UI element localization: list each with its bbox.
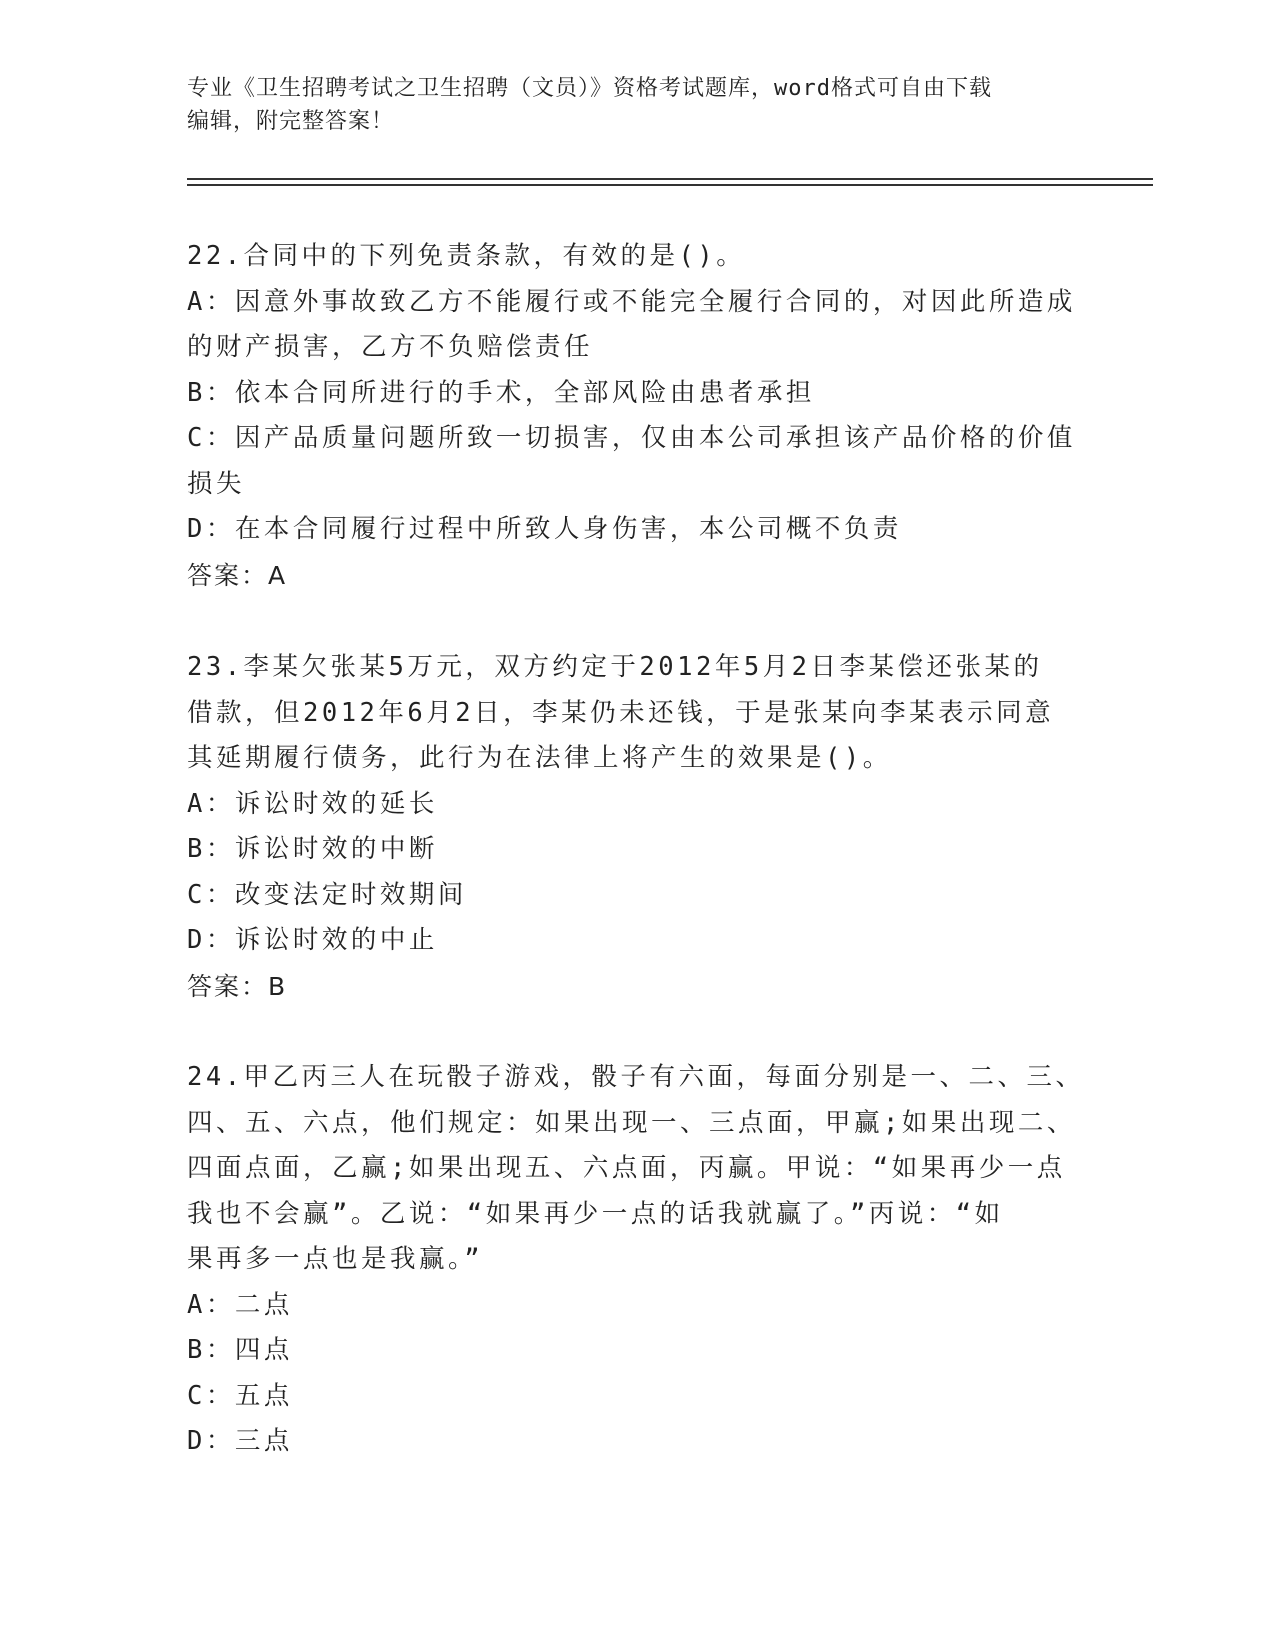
header-line: 编辑，附完整答案！ — [187, 109, 395, 134]
answer-line: 答案：B — [187, 971, 288, 1001]
option-d: D：诉讼时效的中止 — [187, 925, 438, 955]
option-b: B：四点 — [187, 1335, 293, 1365]
answer-line: 答案：A — [187, 560, 288, 590]
question-stem: 24.甲乙丙三人在玩骰子游戏，骰子有六面，每面分别是一、二、三、 — [187, 1062, 1085, 1092]
option-a-continued: 的财产损害，乙方不负赔偿责任 — [187, 332, 594, 362]
option-d: D：在本合同履行过程中所致人身伤害，本公司概不负责 — [187, 514, 902, 544]
option-a: A：诉讼时效的延长 — [187, 788, 438, 819]
question-24 — [187, 1055, 1085, 1465]
question-stem: 果再多一点也是我赢。” — [187, 1244, 484, 1274]
document-header — [187, 72, 1067, 138]
question-stem: 其延期履行债务，此行为在法律上将产生的效果是()。 — [187, 743, 892, 773]
option-b: B：诉讼时效的中断 — [187, 834, 438, 864]
question-stem: 23.李某欠张某5万元，双方约定于2012年5月2日李某偿还张某的 — [187, 652, 1043, 682]
question-stem: 我也不会赢”。乙说：“如果再少一点的话我就赢了。”丙说：“如 — [187, 1198, 1004, 1229]
option-c-continued: 损失 — [187, 468, 246, 499]
question-23 — [187, 645, 1077, 1009]
question-stem: 四面点面，乙赢;如果出现五、六点面，丙赢。甲说：“如果再少一点 — [187, 1153, 1066, 1183]
header-divider — [187, 178, 1153, 180]
option-c: C：改变法定时效期间 — [187, 879, 467, 910]
question-stem: 22.合同中的下列免责条款，有效的是()。 — [187, 241, 746, 271]
option-a: A：二点 — [187, 1289, 293, 1320]
header-line: 专业《卫生招聘考试之卫生招聘（文员）》资格考试题库，word格式可自由下载 — [187, 76, 992, 101]
option-b: B：依本合同所进行的手术，全部风险由患者承担 — [187, 377, 815, 408]
option-c: C：五点 — [187, 1380, 293, 1411]
option-c: C：因产品质量问题所致一切损害，仅由本公司承担该产品价格的价值 — [187, 423, 1076, 453]
option-d: D：三点 — [187, 1426, 293, 1456]
question-22 — [187, 234, 1077, 598]
question-stem: 四、五、六点，他们规定：如果出现一、三点面，甲赢;如果出现二、 — [187, 1107, 1076, 1138]
question-stem: 借款，但2012年6月2日，李某仍未还钱，于是张某向李某表示同意 — [187, 697, 1055, 728]
option-a: A：因意外事故致乙方不能履行或不能完全履行合同的，对因此所造成 — [187, 286, 1076, 317]
header-divider — [187, 184, 1153, 186]
